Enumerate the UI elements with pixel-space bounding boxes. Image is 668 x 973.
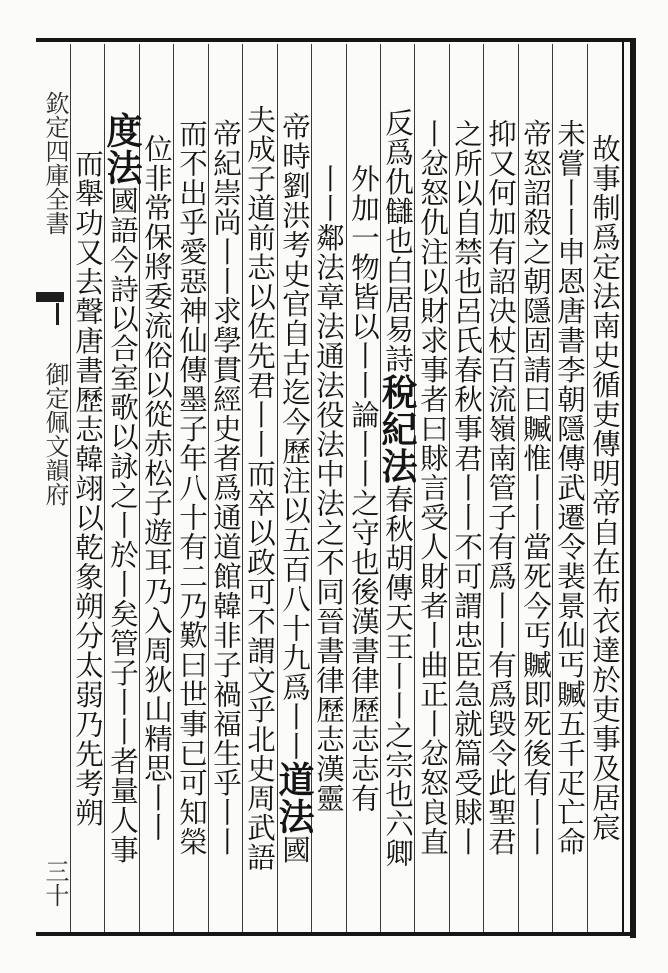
entry-text: 帝時劉洪考史官自古迄今歷注以五百八十九爲丨丨 — [278, 111, 311, 761]
text-column — [139, 48, 173, 928]
entry-text: 位非常保將委流俗以從赤松子遊耳乃入周狄山精思丨丨 — [140, 134, 173, 842]
entry-text: 而不出乎愛惡神仙傳墨子年八十有二乃歎曰世事已可知榮 — [175, 119, 208, 857]
frame-bottom-border — [36, 932, 636, 936]
entry-text: 故事制爲定法南史循吏傳明帝自在布衣達於吏事及居宸 — [588, 134, 621, 842]
entry-heading: 稅 — [376, 373, 418, 411]
entry-text: 丨丨鄰法章法通法役法中法之不同晉書律歷志漢靈 — [312, 163, 345, 813]
text-column — [70, 48, 104, 928]
text-column — [101, 48, 143, 928]
text-column — [174, 48, 208, 928]
entry-heading: 紀法 — [376, 410, 418, 485]
frame-right-inner-border — [622, 42, 624, 934]
entry-text: 夫成子道前志以佐先君丨丨而卒以政可不謂文乎北史周武語 — [243, 104, 276, 872]
text-column — [208, 48, 242, 928]
text-column — [346, 48, 380, 928]
entry-text: 外加一物皆以丨丨論丨丨之守也後漢書律歷志志有 — [347, 163, 380, 813]
entry-heading: 道法 — [273, 760, 315, 835]
frame-top-border — [36, 38, 636, 42]
text-column — [552, 48, 586, 928]
frame-right-border — [630, 38, 636, 938]
text-column — [415, 48, 449, 928]
entry-text: 帝紀崇尚丨丨求學貫經史者爲通道館韓非子禍福生乎丨丨 — [209, 119, 242, 857]
entry-text: 而舉功又去聲唐書歷志韓翊以乾象朔分太弱乃先考朔 — [71, 148, 104, 828]
entry-text: 未嘗丨丨申恩唐書李朝隱傳武遷令裴景仙丐贓五千疋亡命 — [553, 119, 586, 857]
entry-text: 春秋胡傳天王丨丨之宗也六卿 — [381, 484, 414, 868]
text-column — [273, 48, 315, 928]
entry-text: 國 — [278, 834, 311, 865]
fishtail-bracket — [36, 303, 59, 325]
margin-series-title: 欽定四庫全書 — [41, 91, 69, 235]
entry-heading: 度法 — [101, 111, 143, 186]
margin-book-title: 御定佩文韻府 — [41, 362, 69, 506]
entry-text: 之所以自禁也呂氏春秋事君丨丨不可謂忠臣急就篇受賕丨 — [450, 119, 483, 857]
entry-text: 丨忿怒仇注以財求事者曰賕言受人財者丨曲正丨忿怒良直 — [416, 119, 449, 857]
text-column — [587, 48, 621, 928]
entry-text: 國語今詩以合室歌以詠之丨於丨矣管子丨丨者量人事 — [106, 185, 139, 865]
text-column — [242, 48, 276, 928]
entry-text: 帝怒詔殺之朝隱固請曰贓惟丨丨當死今丐贓即死後有丨丨 — [519, 119, 552, 857]
margin-page-number: 三十 — [41, 859, 69, 907]
text-column — [376, 48, 418, 928]
text-column — [449, 48, 483, 928]
fishtail-mark — [36, 292, 64, 302]
page-margin — [40, 48, 70, 928]
text-column — [311, 48, 345, 928]
text-column — [518, 48, 552, 928]
entry-text: 反爲仇讎也白居易詩 — [381, 108, 414, 374]
text-column — [483, 48, 517, 928]
entry-text: 抑又何加有詔决杖百流嶺南管子有爲丨丨有爲毀令此聖君 — [484, 119, 517, 857]
